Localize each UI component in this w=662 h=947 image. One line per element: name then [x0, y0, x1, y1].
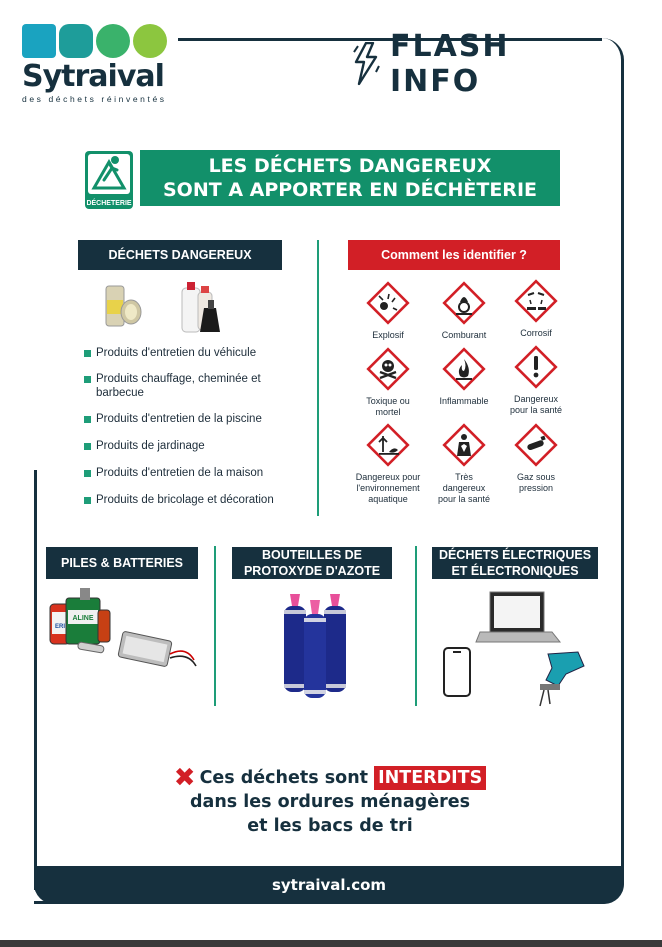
nitrous-bottles-image	[276, 588, 356, 700]
list-item: Produits d'entretien du véhicule	[84, 346, 314, 360]
hazard-corrosive: Corrosif	[488, 278, 584, 339]
oxidizer-icon	[441, 280, 487, 326]
footer-url[interactable]: sytraival.com	[271, 876, 387, 894]
frame-left-line	[34, 470, 37, 890]
banner-line-1: LES DÉCHETS DANGEREUX	[208, 155, 492, 177]
footer-bar	[34, 866, 624, 904]
label-how-to-identify: Comment les identifier ?	[348, 240, 560, 270]
flash-info-title: FLASH INFO	[389, 29, 510, 99]
divider-bottom-2	[415, 546, 417, 706]
flash-info-header	[352, 29, 612, 99]
svg-text:ALINE: ALINE	[72, 615, 94, 622]
svg-text:ERI: ERI	[54, 624, 66, 630]
lightning-icon	[352, 42, 380, 86]
corrosive-icon	[513, 278, 559, 324]
hazard-toxic: Toxique ou mortel	[340, 346, 436, 418]
main-banner	[140, 150, 560, 206]
list-item: Produits chauffage, cheminée et barbecue	[84, 372, 284, 400]
forbidden-line-3: et les bacs de tri	[247, 816, 413, 836]
health-hazard-icon	[513, 344, 559, 390]
logo-name: Sytraival	[22, 59, 164, 94]
hazard-flammable: Inflammable	[416, 346, 512, 407]
list-item: Produits d'entretien de la maison	[84, 466, 314, 480]
label-nitrous-oxide: BOUTEILLES DE PROTOXYDE D'AZOTE	[232, 547, 392, 579]
hazard-health: Dangereux pour la santé	[488, 344, 584, 416]
interdits-badge: INTERDITS	[374, 766, 486, 790]
svg-text:DÉCHETERIE: DÉCHETERIE	[86, 200, 132, 207]
label-batteries: PILES & BATTERIES	[46, 547, 198, 579]
sytraival-logo	[22, 24, 172, 104]
hazard-serious-health: Très dangereux pour la santé	[416, 422, 512, 505]
forbidden-line-2: dans les ordures ménagères	[189, 792, 470, 812]
list-item: Produits d'entretien de la piscine	[84, 412, 314, 426]
cross-icon: ✖	[173, 763, 196, 793]
dangerous-products-image	[104, 278, 224, 340]
serious-health-icon	[441, 422, 487, 468]
environment-icon	[365, 422, 411, 468]
list-item: Produits de bricolage et décoration	[84, 493, 314, 507]
divider-bottom-1	[214, 546, 216, 706]
hazard-explosive: Explosif	[340, 280, 436, 341]
batteries-image	[46, 586, 202, 686]
divider-top	[317, 240, 319, 516]
banner-line-2: SONT A APPORTER EN DÉCHÈTERIE	[163, 179, 537, 201]
dangerous-products-list	[84, 346, 314, 507]
label-dangerous-waste: DÉCHETS DANGEREUX	[78, 240, 282, 270]
forbidden-line-1: Ces déchets sont	[199, 768, 369, 788]
electronics-image	[440, 588, 600, 712]
logo-shapes	[22, 24, 172, 58]
explosive-icon	[365, 280, 411, 326]
list-item: Produits de jardinage	[84, 439, 314, 453]
gas-cylinder-icon	[513, 422, 559, 468]
forbidden-message	[140, 763, 520, 838]
dechetterie-icon	[84, 150, 134, 210]
hazard-oxidizer: Comburant	[416, 280, 512, 341]
hazard-environment: Dangereux pour l'environnement aquatique	[340, 422, 436, 505]
flammable-icon	[441, 346, 487, 392]
toxic-icon	[365, 346, 411, 392]
logo-tagline: des déchets réinventés	[22, 94, 167, 104]
label-electronics: DÉCHETS ÉLECTRIQUES ET ÉLECTRONIQUES	[432, 547, 598, 579]
bottom-edge-bar	[0, 940, 662, 947]
hazard-gas: Gaz sous pression	[488, 422, 584, 494]
